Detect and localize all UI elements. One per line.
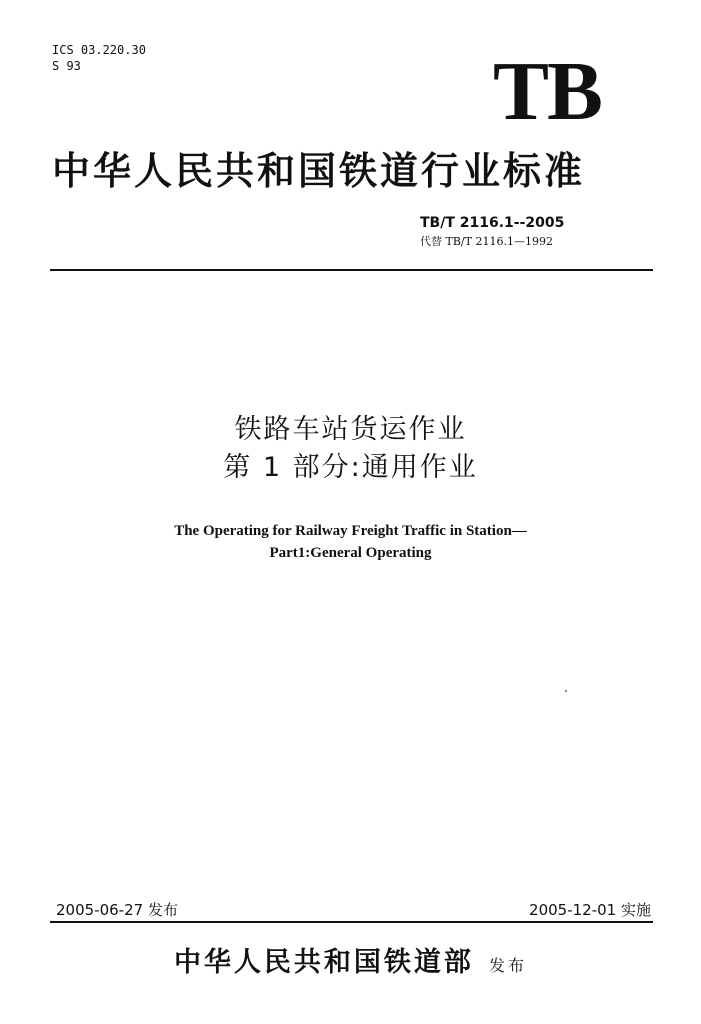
standard-code: TB/T 2116.1--2005 xyxy=(420,215,565,231)
replaces-code: 代替 TB/T 2116.1—1992 xyxy=(420,235,553,248)
implement-date: 2005-12-01 实施 xyxy=(529,901,651,919)
document-title-zh-line1: 铁路车站货运作业 xyxy=(234,414,467,445)
ics-code: ICS 03.220.30 xyxy=(52,43,146,57)
document-title-zh-line2: 第 1 部分:通用作业 xyxy=(223,452,478,483)
tb-logo: TB xyxy=(492,45,601,138)
bottom-divider xyxy=(50,921,653,923)
scan-speck xyxy=(565,690,567,692)
issuer-line xyxy=(0,940,701,979)
issuer-name: 中华人民共和国铁道部 xyxy=(173,947,474,978)
standard-title: 中华人民共和国铁道行业标准 xyxy=(52,148,586,193)
top-divider xyxy=(50,269,653,271)
ics-classification-block xyxy=(52,42,146,74)
issuer-action: 发布 xyxy=(489,956,528,975)
classification-code: S 93 xyxy=(52,59,81,73)
document-title-en-line2: Part1:General Operating xyxy=(269,545,432,561)
publish-date: 2005-06-27 发布 xyxy=(56,901,178,919)
standard-code-block xyxy=(420,214,650,250)
document-title-en-line1: The Operating for Railway Freight Traffic in Station— xyxy=(174,523,527,539)
